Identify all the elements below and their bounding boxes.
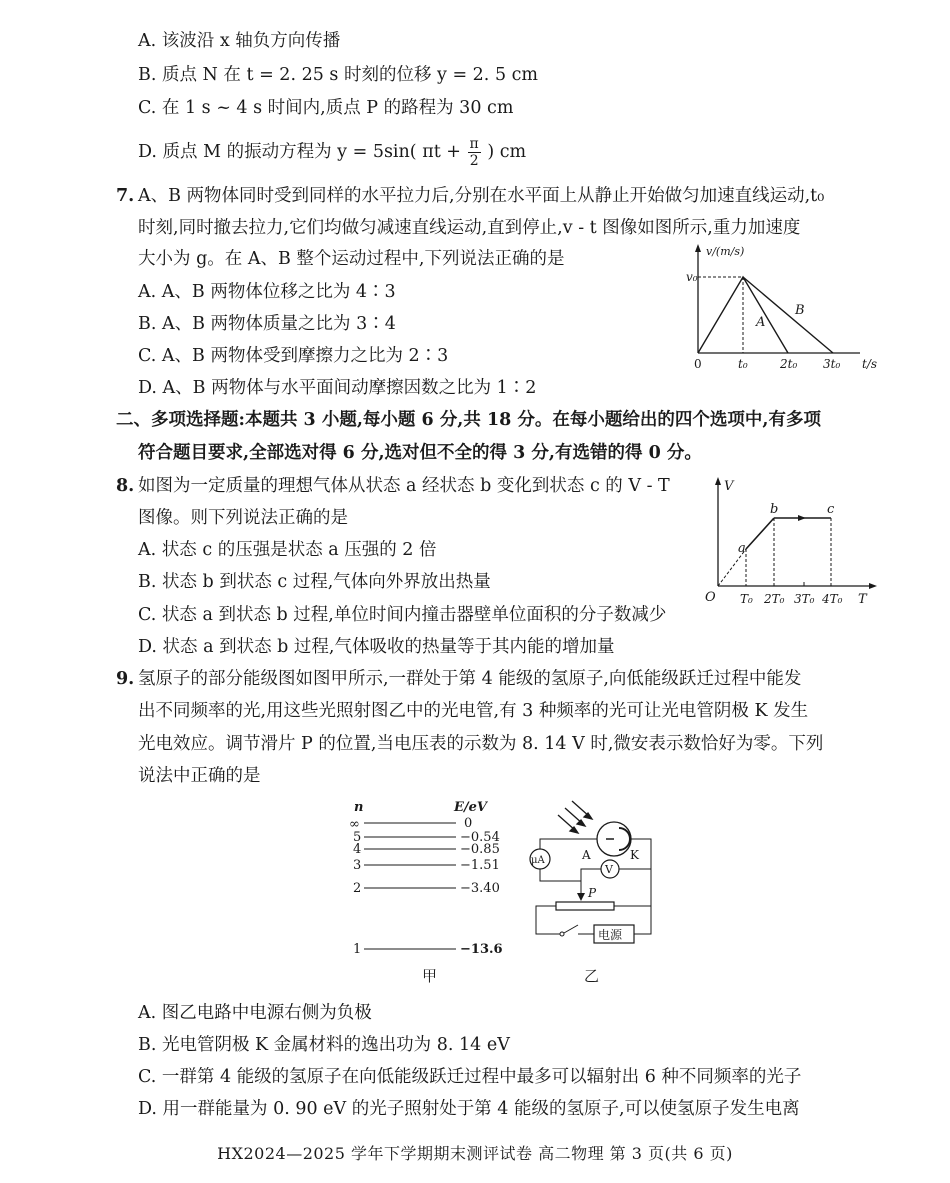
- q6-option-d-prefix: D. 质点 M 的振动方程为 y = 5sin(: [138, 142, 417, 162]
- x-axis-label: t/s: [862, 357, 878, 371]
- level-n-5: 5: [353, 830, 362, 845]
- q7-number: 7.: [116, 186, 135, 206]
- wire-source-right: [634, 906, 651, 934]
- q7-stem-line-2: 时刻,同时撤去拉力,它们均做匀减速直线运动,直到停止,v - t 图像如图所示,重力加速度: [138, 218, 801, 238]
- tick-2t0: 2T₀: [764, 592, 785, 606]
- section-2-heading-line-1: 二、多项选择题:本题共 3 小题,每小题 6 分,共 18 分。在每小题给出的四个选项中,有多项: [116, 410, 821, 430]
- voltmeter-label: V: [605, 863, 613, 876]
- fraction-denominator: 2: [469, 153, 479, 169]
- slider-p-icon: [577, 893, 585, 901]
- level-e-2: −3.40: [460, 881, 500, 896]
- y-axis-arrow-icon: [695, 244, 701, 252]
- point-a-label: a: [738, 541, 746, 556]
- tick-t0: T₀: [740, 592, 753, 606]
- switch-lever-icon: [564, 925, 578, 933]
- point-b-label: b: [770, 502, 779, 517]
- q9-stem-line-2: 出不同频率的光,用这些光照射图乙中的光电管,有 3 种频率的光可让光电管阴极 K 发生: [138, 701, 809, 721]
- level-e-5: −0.54: [460, 830, 500, 845]
- q9-stem-line-3: 光电效应。调节滑片 P 的位置,当电压表的示数为 8. 14 V 时,微安表示数恰好为零。下列: [138, 734, 824, 754]
- x-axis-arrow-icon: [869, 583, 877, 589]
- level-n-3: 3: [353, 858, 362, 873]
- q9-option-d: D. 用一群能量为 0. 90 eV 的光子照射处于第 4 能级的氢原子,可以使氢原子发生电离: [138, 1099, 800, 1119]
- level-e-4: −0.85: [460, 842, 500, 857]
- q7-vt-graph: [680, 240, 890, 375]
- label-b: B: [795, 303, 805, 318]
- level-e-inf: 0: [464, 816, 473, 831]
- q6-option-d: [138, 136, 526, 169]
- tick-2t0: 2t₀: [780, 357, 798, 371]
- cathode-k-icon: [619, 828, 630, 850]
- level-n-1: 1: [353, 942, 362, 957]
- level-n-2: 2: [353, 881, 362, 896]
- tick-3t0: 3T₀: [794, 592, 815, 606]
- tick-t0: t₀: [738, 357, 748, 371]
- q6-option-c: C. 在 1 s ~ 4 s 时间内,质点 P 的路程为 30 cm: [138, 98, 514, 118]
- q8-number: 8.: [116, 476, 135, 496]
- q9-stem-line-4: 说法中正确的是: [138, 766, 261, 786]
- light-rays-icon: [558, 801, 592, 833]
- q8-stem-line-1: 如图为一定质量的理想气体从状态 a 经状态 b 变化到状态 c 的 V - T: [138, 476, 670, 496]
- q7-option-a: A. A、B 两物体位移之比为 4∶3: [138, 282, 396, 302]
- microammeter-label: μA: [531, 855, 545, 866]
- label-a: A: [756, 315, 766, 330]
- y-axis-arrow-icon: [715, 477, 721, 485]
- q7-option-c: C. A、B 两物体受到摩擦力之比为 2∶3: [138, 346, 449, 366]
- level-n-4: 4: [353, 842, 362, 857]
- origin-label: 0: [694, 357, 702, 371]
- wire-left-mid: [540, 869, 581, 881]
- origin-label: O: [705, 590, 716, 605]
- q6-option-a: A. 该波沿 x 轴负方向传播: [138, 31, 341, 51]
- cathode-label: K: [630, 848, 639, 862]
- n-header: n: [354, 800, 364, 815]
- y-axis-label: v/(m/s): [706, 245, 745, 258]
- q6-option-d-pi: πt +: [422, 142, 461, 162]
- level-e-1: −13.6: [460, 942, 503, 957]
- arrow-b-to-c-icon: [798, 515, 806, 521]
- q7-option-b: B. A、B 两物体质量之比为 3∶4: [138, 314, 396, 334]
- level-n-inf: ∞: [349, 817, 360, 832]
- energy-level-diagram: [340, 797, 520, 992]
- q7-stem-line-1: A、B 两物体同时受到同样的水平拉力后,分别在水平面上从静止开始做匀加速直线运动,t₀: [138, 186, 825, 206]
- q8-option-c: C. 状态 a 到状态 b 过程,单位时间内撞击器壁单位面积的分子数减少: [138, 605, 667, 625]
- y-axis-label: V: [724, 479, 734, 494]
- q8-option-a: A. 状态 c 的压强是状态 a 压强的 2 倍: [138, 540, 437, 560]
- q6-option-d-fraction: [468, 136, 481, 169]
- q9-number: 9.: [116, 669, 135, 689]
- q6-option-b: B. 质点 N 在 t = 2. 25 s 时刻的位移 y = 2. 5 cm: [138, 65, 539, 85]
- photoelectric-circuit: [520, 797, 670, 992]
- q9-stem-line-1: 氢原子的部分能级图如图甲所示,一群处于第 4 能级的氢原子,向低能级跃迁过程中能发: [138, 669, 802, 689]
- q8-option-d: D. 状态 a 到状态 b 过程,气体吸收的热量等于其内能的增加量: [138, 637, 615, 657]
- q6-option-d-suffix: ) cm: [487, 142, 527, 162]
- switch-contact-icon: [560, 932, 564, 936]
- q9-option-b: B. 光电管阴极 K 金属材料的逸出功为 8. 14 eV: [138, 1035, 510, 1055]
- level-e-3: −1.51: [460, 858, 500, 873]
- x-axis-label: T: [858, 592, 867, 607]
- q7-stem-line-3: 大小为 g。在 A、B 整个运动过程中,下列说法正确的是: [138, 249, 565, 269]
- caption-yi: 乙: [584, 967, 600, 985]
- e-header: E/eV: [454, 800, 488, 815]
- point-c-label: c: [827, 502, 835, 517]
- rheostat-icon: [556, 902, 614, 910]
- fraction-numerator: π: [469, 136, 479, 152]
- page-footer: HX2024—2025 学年下学期期末测评试卷 高二物理 第 3 页(共 6 页): [217, 1144, 733, 1163]
- q9-option-a: A. 图乙电路中电源右侧为负极: [138, 1003, 372, 1023]
- anode-label: A: [582, 848, 591, 862]
- caption-jia: 甲: [422, 967, 438, 985]
- v0-label: v₀: [686, 270, 698, 284]
- q7-option-d: D. A、B 两物体与水平面间动摩擦因数之比为 1∶2: [138, 378, 537, 398]
- power-source-label: 电源: [598, 928, 623, 942]
- tick-3t0: 3t₀: [823, 357, 841, 371]
- slider-p-label: P: [588, 886, 597, 900]
- section-2-heading-line-2: 符合题目要求,全部选对得 6 分,选对但不全的得 3 分,有选错的得 0 分。: [138, 443, 702, 463]
- q8-stem-line-2: 图像。则下列说法正确的是: [138, 508, 348, 528]
- q9-option-c: C. 一群第 4 能级的氢原子在向低能级跃迁过程中最多可以辐射出 6 种不同频率的光子: [138, 1067, 802, 1087]
- tick-4t0: 4T₀: [822, 592, 843, 606]
- q8-option-b: B. 状态 b 到状态 c 过程,气体向外界放出热量: [138, 572, 491, 592]
- q8-vt-graph: [700, 472, 890, 612]
- line-a-to-b: [746, 518, 774, 549]
